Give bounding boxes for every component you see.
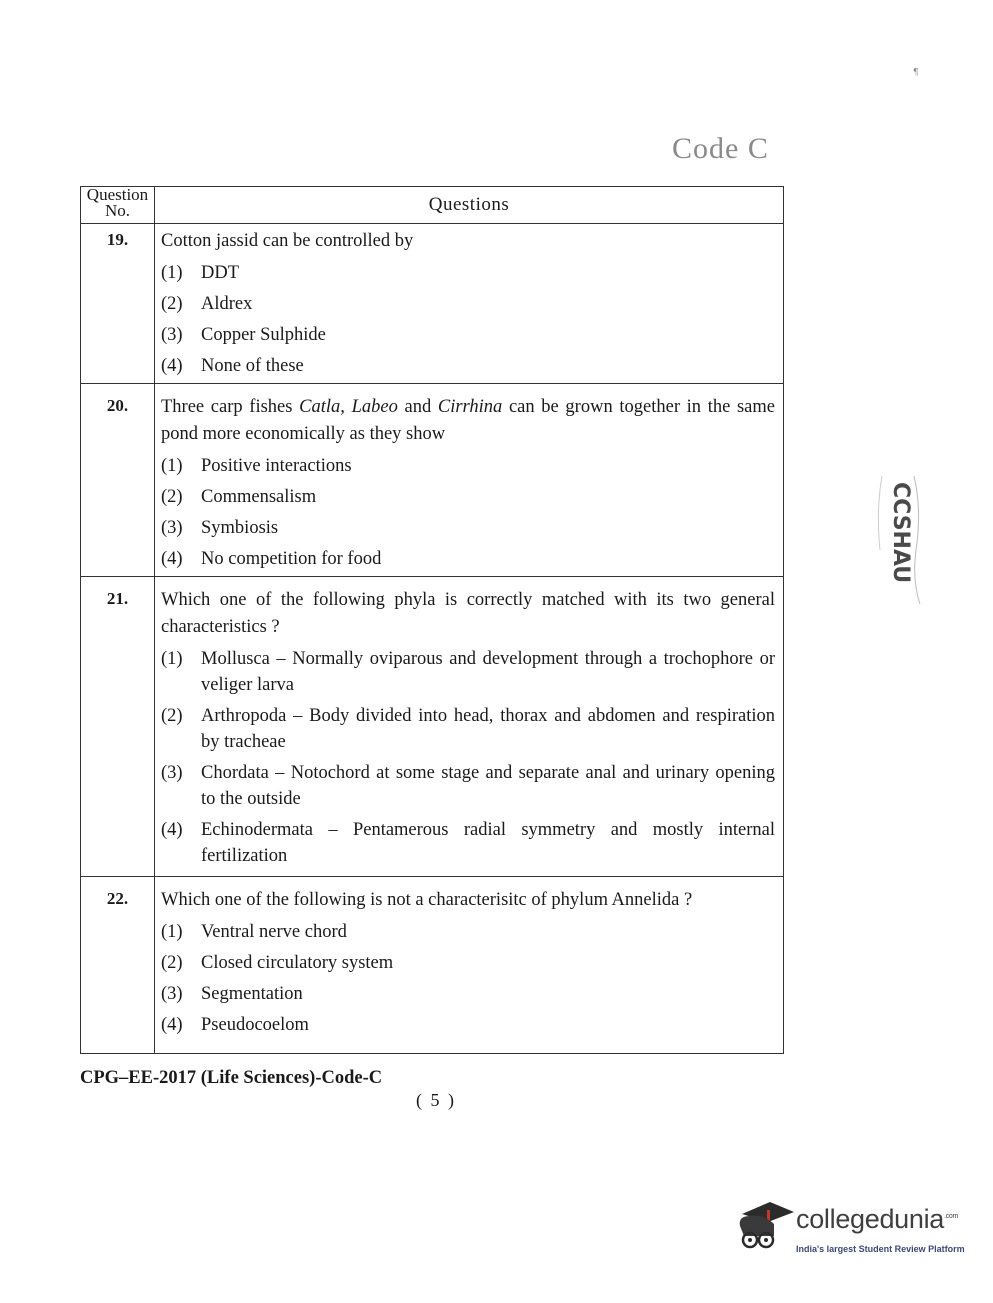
question-body	[155, 577, 784, 877]
option-text: Aldrex	[201, 294, 253, 314]
option-number: (1)	[161, 922, 183, 942]
option	[161, 1012, 775, 1038]
option-text: Chordata – Notochord at some stage and separate anal and urinary opening to the outside	[201, 763, 775, 809]
option-number: (4)	[161, 356, 183, 376]
option	[161, 515, 775, 541]
option	[161, 919, 775, 945]
option	[161, 760, 775, 812]
exam-title: CPG–EE-2017 (Life Sciences)-Code-C	[80, 1068, 383, 1088]
stamp-text: CCSHAU	[888, 482, 913, 584]
question-stem: Which one of the following is not a characterisitc of phylum Annelida ?	[161, 890, 693, 910]
option	[161, 950, 775, 976]
option-text: Copper Sulphide	[201, 325, 326, 345]
option	[161, 260, 775, 286]
option-text: Mollusca – Normally oviparous and development through a trochophore or veliger larva	[201, 649, 775, 695]
option-number: (2)	[161, 294, 183, 314]
option-text: DDT	[201, 263, 240, 283]
option	[161, 484, 775, 510]
university-stamp	[862, 470, 932, 610]
option-number: (4)	[161, 820, 183, 840]
option-text: Pseudocoelom	[201, 1015, 309, 1035]
option-number: (4)	[161, 549, 183, 569]
question-number: 20.	[81, 384, 155, 577]
page-number: ( 5 )	[416, 1090, 456, 1110]
questions-header: Questions	[155, 187, 784, 224]
table-header-row	[81, 187, 784, 224]
option-number: (3)	[161, 984, 183, 1004]
option	[161, 817, 775, 869]
collegedunia-logo	[734, 1196, 964, 1266]
option-number: (2)	[161, 953, 183, 973]
mascot-icon	[734, 1196, 796, 1256]
option-number: (1)	[161, 263, 183, 283]
option-text: Commensalism	[201, 487, 317, 507]
option-text: Positive interactions	[201, 456, 352, 476]
option-number: (3)	[161, 325, 183, 345]
question-number: 21.	[81, 577, 155, 877]
question-row-21	[81, 577, 784, 877]
option-number: (2)	[161, 487, 183, 507]
option-text: Symbiosis	[201, 518, 279, 538]
option	[161, 453, 775, 479]
question-stem: Which one of the following phyla is correctly matched with its two general characteristics ?	[161, 590, 775, 637]
option-text: No competition for food	[201, 549, 382, 569]
question-row-19	[81, 224, 784, 384]
option-number: (1)	[161, 456, 183, 476]
question-body	[155, 384, 784, 577]
option-text: Arthropoda – Body divided into head, thorax and abdomen and respiration by tracheae	[201, 706, 775, 752]
option	[161, 981, 775, 1007]
question-number: 19.	[81, 224, 155, 384]
option-number: (2)	[161, 706, 183, 726]
option	[161, 322, 775, 348]
code-label: Code C	[672, 132, 769, 165]
question-stem: Three carp fishes Catla, Labeo and Cirrhina can be grown together in the same pond more economically as they show	[161, 397, 775, 444]
option-number: (1)	[161, 649, 183, 669]
option-text: Echinodermata – Pentamerous radial symmetry and mostly internal fertilization	[201, 820, 775, 866]
question-body	[155, 877, 784, 1054]
question-body	[155, 224, 784, 384]
option-number: (3)	[161, 763, 183, 783]
question-row-20	[81, 384, 784, 577]
option	[161, 703, 775, 755]
option-number: (4)	[161, 1015, 183, 1035]
option-text: Ventral nerve chord	[201, 922, 347, 942]
option-number: (3)	[161, 518, 183, 538]
option	[161, 291, 775, 317]
corner-mark: ¶	[913, 68, 919, 78]
question-stem: Cotton jassid can be controlled by	[161, 231, 414, 251]
question-number: 22.	[81, 877, 155, 1054]
option	[161, 646, 775, 698]
questions-table	[80, 186, 784, 1054]
option	[161, 353, 775, 379]
option-text: None of these	[201, 356, 304, 376]
option	[161, 546, 775, 572]
brand-name: collegedunia$^{.com}$	[796, 1204, 959, 1234]
option-text: Segmentation	[201, 984, 303, 1004]
option-text: Closed circulatory system	[201, 953, 394, 973]
brand-tagline: India's largest Student Review Platform	[796, 1244, 965, 1254]
question-row-22	[81, 877, 784, 1054]
question-number-header: Question No.	[81, 187, 155, 224]
